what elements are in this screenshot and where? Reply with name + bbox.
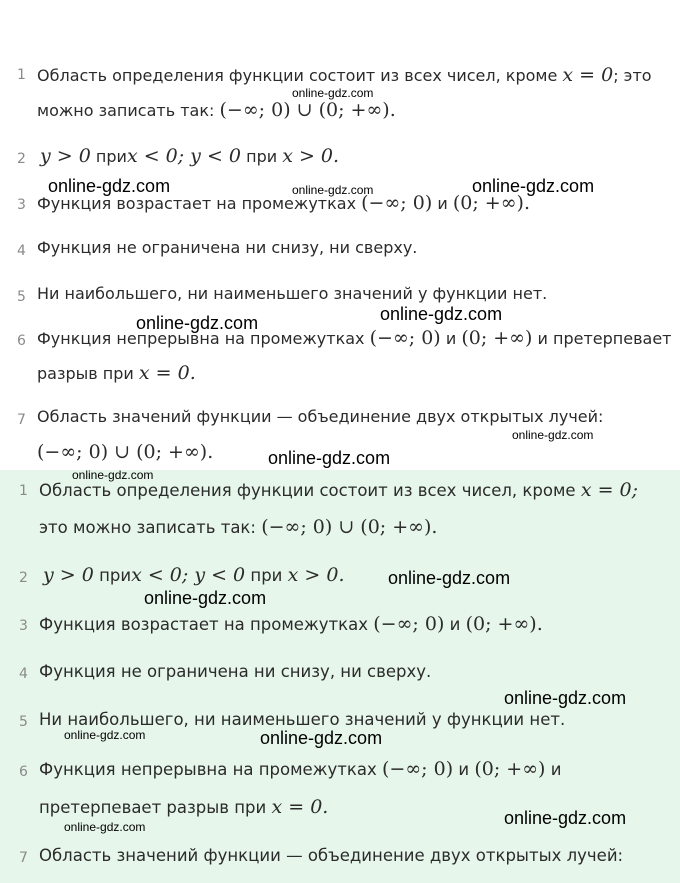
item-text: можно записать так: — [37, 101, 215, 120]
item-text: это можно записать так: — [39, 518, 256, 537]
item-text: и — [437, 194, 448, 213]
watermark: online-gdz.com — [64, 728, 146, 742]
item-6-line-1 — [39, 758, 561, 780]
item-text: Функция непрерывна на промежутках — [37, 329, 365, 348]
item-text: ; это — [613, 66, 652, 85]
item-6-line-1 — [37, 327, 671, 349]
item-text: Область определения функции состоит из всех чисел, кроме — [37, 66, 558, 85]
item-7-line-2 — [37, 441, 213, 463]
item-number: 5 — [17, 289, 26, 305]
watermark: online-gdz.com — [72, 468, 154, 482]
math-expr: (−∞; 0) — [369, 327, 441, 349]
watermark: online-gdz.com — [512, 428, 594, 442]
item-text: и — [449, 615, 461, 634]
item-text: и — [445, 329, 457, 348]
item-number: 3 — [19, 618, 28, 634]
math-expr: x < 0; y < 0 — [131, 564, 246, 586]
item-number: 5 — [19, 714, 28, 730]
item-1-line-1 — [39, 479, 638, 501]
item-text: и — [458, 760, 470, 779]
watermark: online-gdz.com — [136, 313, 259, 333]
item-number: 6 — [17, 333, 26, 349]
item-5-line-1: Ни наибольшего, ни наименьшего значений у функции нет. — [37, 284, 548, 303]
math-expr: (−∞; 0) — [361, 192, 433, 214]
math-expr: (−∞; 0) ∪ (0; +∞). — [219, 99, 396, 121]
watermark: online-gdz.com — [48, 176, 171, 196]
item-text: Функция возрастает на промежутках — [39, 615, 369, 634]
item-4-line-1: Функция не ограничена ни снизу, ни сверху. — [37, 238, 418, 257]
math-expr: (−∞; 0) — [382, 758, 454, 780]
item-1-line-2 — [39, 516, 437, 538]
item-text: Функция возрастает на промежутках — [37, 194, 357, 213]
math-expr: x = 0. — [138, 362, 196, 384]
item-1-line-2 — [37, 99, 396, 121]
math-expr: (−∞; 0) ∪ (0; +∞). — [37, 441, 214, 463]
item-text: Область определения функции состоит из всех чисел, кроме — [39, 481, 576, 500]
watermark: online-gdz.com — [292, 86, 374, 100]
math-expr: (−∞; 0) ∪ (0; +∞). — [261, 516, 438, 538]
item-number: 2 — [19, 570, 28, 586]
watermark: online-gdz.com — [144, 588, 267, 608]
math-expr: (0; +∞) — [461, 327, 533, 349]
math-expr: x < 0; y < 0 — [126, 145, 242, 167]
item-text: претерпевает разрыв при — [39, 798, 267, 817]
math-expr: (0; +∞). — [465, 613, 543, 635]
item-7-line-1: Область значений функции — объединение двух открытых лучей: — [39, 846, 624, 865]
math-expr: y > 0 — [43, 564, 94, 586]
item-3-line-1 — [39, 613, 543, 635]
item-number: 3 — [17, 197, 26, 213]
item-text: при — [95, 147, 127, 166]
item-number: 4 — [17, 243, 26, 259]
watermark: online-gdz.com — [292, 183, 374, 197]
watermark: online-gdz.com — [388, 568, 511, 588]
item-text: и — [550, 760, 562, 779]
item-2-line-1 — [43, 564, 345, 586]
item-text: при — [246, 147, 278, 166]
item-text: при — [250, 566, 283, 585]
watermark: online-gdz.com — [260, 728, 383, 748]
item-text: и претерпевает — [537, 329, 672, 348]
math-expr: (0; +∞) — [474, 758, 546, 780]
math-expr: x = 0 — [562, 64, 614, 86]
item-7-line-1: Область значений функции — объединение двух открытых лучей: — [37, 407, 604, 426]
math-expr: (0; +∞). — [452, 192, 530, 214]
item-text: разрыв при — [37, 364, 134, 383]
math-expr: x > 0. — [282, 145, 340, 167]
math-expr: y > 0 — [40, 145, 91, 167]
item-6-line-2 — [39, 796, 328, 818]
item-text: при — [99, 566, 132, 585]
watermark: online-gdz.com — [380, 304, 503, 324]
math-expr: x = 0. — [271, 796, 329, 818]
item-2-line-1 — [40, 145, 339, 167]
item-5-line-1: Ни наибольшего, ни наименьшего значений у функции нет. — [39, 710, 566, 729]
math-expr: x > 0. — [287, 564, 345, 586]
math-expr: x = 0; — [580, 479, 639, 501]
watermark: online-gdz.com — [268, 448, 391, 468]
item-number: 1 — [17, 67, 26, 83]
watermark: online-gdz.com — [504, 688, 627, 708]
item-1-line-1 — [37, 64, 652, 86]
item-number: 2 — [17, 151, 26, 167]
item-number: 1 — [19, 483, 28, 499]
math-expr: (−∞; 0) — [373, 613, 445, 635]
item-number: 7 — [19, 850, 28, 866]
item-number: 7 — [17, 412, 26, 428]
watermark: online-gdz.com — [472, 176, 595, 196]
item-number: 6 — [19, 764, 28, 780]
item-6-line-2 — [37, 362, 196, 384]
watermark: online-gdz.com — [64, 820, 146, 834]
item-4-line-1: Функция не ограничена ни снизу, ни сверху. — [39, 662, 432, 681]
item-number: 4 — [19, 666, 28, 682]
watermark: online-gdz.com — [504, 808, 627, 828]
item-text: Функция непрерывна на промежутках — [39, 760, 377, 779]
